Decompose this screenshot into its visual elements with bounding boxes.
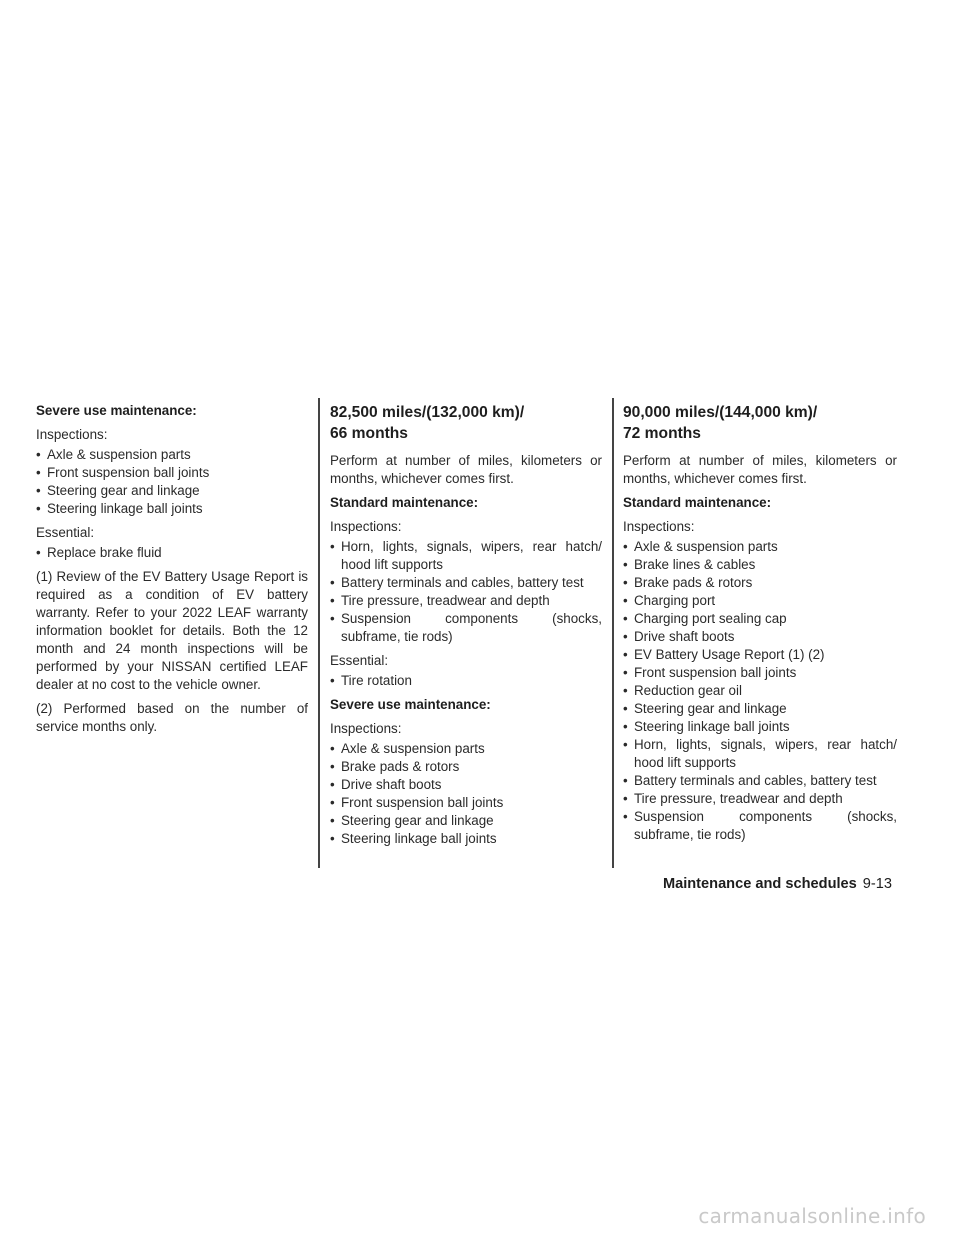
interval-title <box>330 402 602 444</box>
standard-maintenance-heading: Standard maintenance: <box>330 495 479 510</box>
inspections-list <box>623 538 897 844</box>
list-item: • Suspension components (shocks, subframe, tie rods) <box>330 610 602 646</box>
essential-list <box>330 672 602 690</box>
list-item: • Battery terminals and cables, battery test <box>623 772 897 790</box>
severe-inspections-list <box>330 740 602 848</box>
column-severe-use-continued <box>36 402 308 742</box>
list-item: • Brake pads & rotors <box>623 574 897 592</box>
inspections-list <box>36 446 308 518</box>
interval-title-line1: 82,500 miles/(132,000 km)/ <box>330 404 525 421</box>
list-item: • Replace brake fluid <box>36 544 308 562</box>
list-item: • Brake lines & cables <box>623 556 897 574</box>
list-item: • Front suspension ball joints <box>330 794 602 812</box>
list-item: • Charging port <box>623 592 897 610</box>
column-82500-miles <box>330 402 602 854</box>
list-item: • EV Battery Usage Report (1) (2) <box>623 646 897 664</box>
column-divider <box>612 398 614 868</box>
list-item: • Suspension components (shocks, subframe, tie rods) <box>623 808 897 844</box>
list-item: • Front suspension ball joints <box>623 664 897 682</box>
section-title: Maintenance and schedules <box>662 876 857 892</box>
list-item: • Charging port sealing cap <box>623 610 897 628</box>
list-item: • Steering gear and linkage <box>330 812 602 830</box>
inspections-label: Inspections: <box>36 427 108 442</box>
interval-intro: Perform at number of miles, kilometers or months, whichever comes first. <box>623 453 897 486</box>
list-item: • Axle & suspension parts <box>623 538 897 556</box>
column-90000-miles <box>623 402 897 850</box>
list-item: • Reduction gear oil <box>623 682 897 700</box>
inspections-label: Inspections: <box>623 519 695 534</box>
footnote-2: (2) Performed based on the number of service months only. <box>36 701 308 734</box>
page-footer <box>663 876 892 892</box>
essential-label: Essential: <box>330 653 389 668</box>
essential-label: Essential: <box>36 525 95 540</box>
list-item: • Steering linkage ball joints <box>330 830 602 848</box>
interval-title <box>623 402 897 444</box>
severe-use-heading: Severe use maintenance: <box>330 697 491 712</box>
list-item: • Tire rotation <box>330 672 602 690</box>
list-item: • Horn, lights, signals, wipers, rear hatch/ hood lift supports <box>330 538 602 574</box>
interval-title-line2: 72 months <box>623 425 701 442</box>
list-item: • Drive shaft boots <box>623 628 897 646</box>
column-divider <box>318 398 320 868</box>
list-item: • Battery terminals and cables, battery test <box>330 574 602 592</box>
watermark: carmanualsonline.info <box>698 1204 926 1228</box>
page-number: 9-13 <box>862 876 892 892</box>
essential-list <box>36 544 308 562</box>
inspections-label: Inspections: <box>330 721 402 736</box>
severe-use-heading: Severe use maintenance: <box>36 403 197 418</box>
list-item: • Drive shaft boots <box>330 776 602 794</box>
list-item: • Horn, lights, signals, wipers, rear hatch/ hood lift supports <box>623 736 897 772</box>
list-item: • Steering linkage ball joints <box>36 500 308 518</box>
list-item: • Axle & suspension parts <box>330 740 602 758</box>
standard-inspections-list <box>330 538 602 646</box>
interval-title-line2: 66 months <box>330 425 408 442</box>
list-item: • Brake pads & rotors <box>330 758 602 776</box>
interval-intro: Perform at number of miles, kilometers or months, whichever comes first. <box>330 453 602 486</box>
list-item: • Front suspension ball joints <box>36 464 308 482</box>
list-item: • Axle & suspension parts <box>36 446 308 464</box>
inspections-label: Inspections: <box>330 519 402 534</box>
interval-title-line1: 90,000 miles/(144,000 km)/ <box>623 404 818 421</box>
standard-maintenance-heading: Standard maintenance: <box>623 495 772 510</box>
list-item: • Steering linkage ball joints <box>623 718 897 736</box>
list-item: • Steering gear and linkage <box>623 700 897 718</box>
footnote-1: (1) Review of the EV Battery Usage Report is required as a condition of EV battery warranty. Refer to your 2022 LEAF warranty information booklet for details. Both the 12 month and 24 month inspections will be performed by your NISSAN certified LEAF dealer at no cost to the vehicle owner. <box>36 569 308 692</box>
list-item: • Tire pressure, treadwear and depth <box>330 592 602 610</box>
list-item: • Steering gear and linkage <box>36 482 308 500</box>
list-item: • Tire pressure, treadwear and depth <box>623 790 897 808</box>
